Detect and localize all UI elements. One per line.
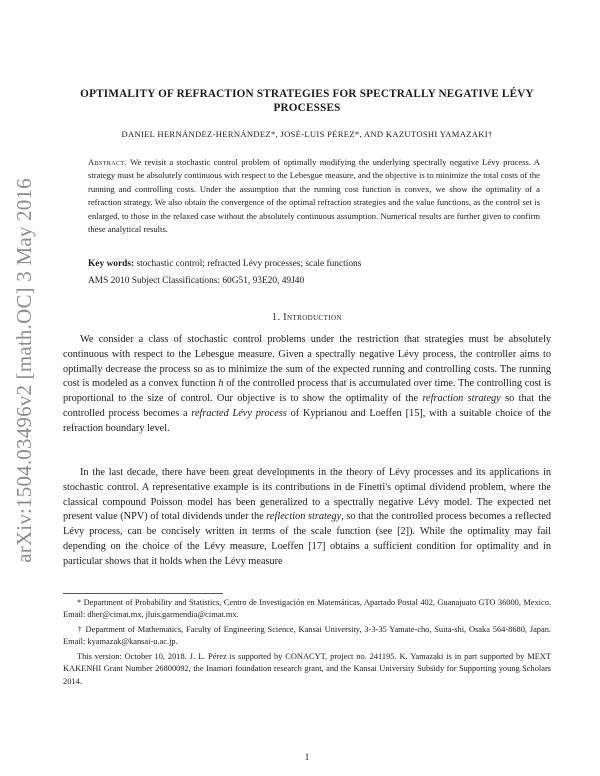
- intro-p1-part-b: of the controlled process that is accumulated over time. The controlling cost is proportional to the size of control. Our objective is to show the optimality of the: [63, 378, 551, 405]
- emphasis-reflection-strategy: reflection strategy: [266, 511, 342, 523]
- emphasis-refracted-levy-process: refracted Lévy process: [191, 407, 287, 419]
- footnote-1-text: * Department of Probability and Statistics, Centro de Investigación en Matemáticas, Apartado Postal 402, Guanajuato GTO 36000, Mexico. Email: dher@cimat.mx, jluis.garmendia@cimat.mx.: [63, 598, 551, 620]
- paper-title-line-1: OPTIMALITY OF REFRACTION STRATEGIES FOR SPECTRALLY NEGATIVE LÉVY: [80, 88, 534, 100]
- section-number: 1.: [272, 312, 281, 323]
- abstract-body: We revisit a stochastic control problem of optimally modifying the underlying spectrally negative Lévy process. A strategy must be absolutely continuous with respect to the Lebesgue measure, and the objective is to minimize the total costs of the running and controlling costs. Under the assumption that the running cost function is convex, we show the optimality of a refraction strategy. We also obtain the convergence of the optimal refraction strategies and the value functions, as the control set is enlarged, to those in the relaxed case without the absolutely continuous assumption. Numerical results are further given to confirm these analytical results.: [88, 157, 540, 235]
- page-number: 1: [304, 752, 310, 762]
- footnote-3-text: This version: October 10, 2018. J. L. Pérez is supported by CONACYT, project no. 241195. K. Yamazaki is in part supported by MEXT KAKENHI Grant Number 26800092, the Inamori foundation research grant, and the Kansai University Subsidy for Supporting young Scholars 2014.: [63, 652, 551, 686]
- footnote-divider: [63, 593, 223, 594]
- paper-title-line-2: PROCESSES: [273, 102, 341, 114]
- intro-p1-part-a: We consider a class of stochastic control problems under the restriction that strategies must be absolutely continuous with respect to the Lebesgue measure. Given a spectrally negative Lévy process, the controller aims to optimally decrease the process so as to minimize the sum of the expected running and controlling costs. The running cost is modeled as a convex function: [63, 334, 551, 390]
- paper-title: [63, 87, 551, 115]
- intro-paragraph-1: [63, 333, 551, 437]
- footnote-funding: [63, 651, 551, 688]
- abstract: [88, 156, 540, 236]
- abstract-heading: Abstract.: [88, 157, 127, 167]
- section-title: Introduction: [283, 312, 342, 323]
- math-variable-h: h: [218, 378, 224, 390]
- footnote-2-text: † Department of Mathematics, Faculty of Engineering Science, Kansai University, 3-3-35 Yamate-cho, Suita-shi, Osaka 564-8680, Japan. Email: kyamazak@kansai-u.ac.jp.: [63, 625, 551, 647]
- footnote-affiliation-kansai: [63, 624, 551, 649]
- footnote-affiliation-cimat: [63, 597, 551, 622]
- intro-p2-part-a: In the last decade, there have been great developments in the theory of Lévy processes and its applications in stochastic control. A representative example is its contributions in de Finetti's optimal dividend problem, where the classical compound Poisson model has been generalized to a spectrally negative Lévy model. The expected net present value (NPV) of total dividends under the: [63, 467, 551, 523]
- emphasis-refraction-strategy: refraction strategy: [422, 393, 501, 405]
- subject-classifications: AMS 2010 Subject Classifications: 60G51, 93E20, 49J40: [88, 276, 305, 286]
- intro-p2-part-b: , so that the controlled process becomes a reflected Lévy process, can be concisely written in terms of the scale function (see [2]). While the optimality may fail depending on the choice of the Lévy measure, Loeffen [17] obtains a sufficient condition for optimality and in particular shows that it holds when the Lévy measure: [63, 511, 551, 567]
- arxiv-identifier-stamp: [6, 170, 42, 570]
- intro-p1-part-c: so that the controlled process becomes a: [63, 393, 551, 419]
- section-heading: [63, 312, 551, 323]
- arxiv-identifier-text: arXiv:1504.03496v2 [math.OC] 3 May 2016: [11, 177, 36, 563]
- author-list: DANIEL HERNÁNDEZ-HERNÁNDEZ*, JOSÉ-LUIS PÉREZ*, AND KAZUTOSHI YAMAZAKI†: [121, 129, 493, 139]
- keywords-label: Key words:: [88, 259, 135, 269]
- keywords-text: stochastic control; refracted Lévy processes; scale functions: [136, 259, 362, 269]
- intro-p1-part-d: of Kyprianou and Loeffen [15], with a suitable choice of the refraction boundary level.: [63, 407, 551, 434]
- keywords: [88, 259, 540, 269]
- intro-paragraph-2: [63, 466, 551, 570]
